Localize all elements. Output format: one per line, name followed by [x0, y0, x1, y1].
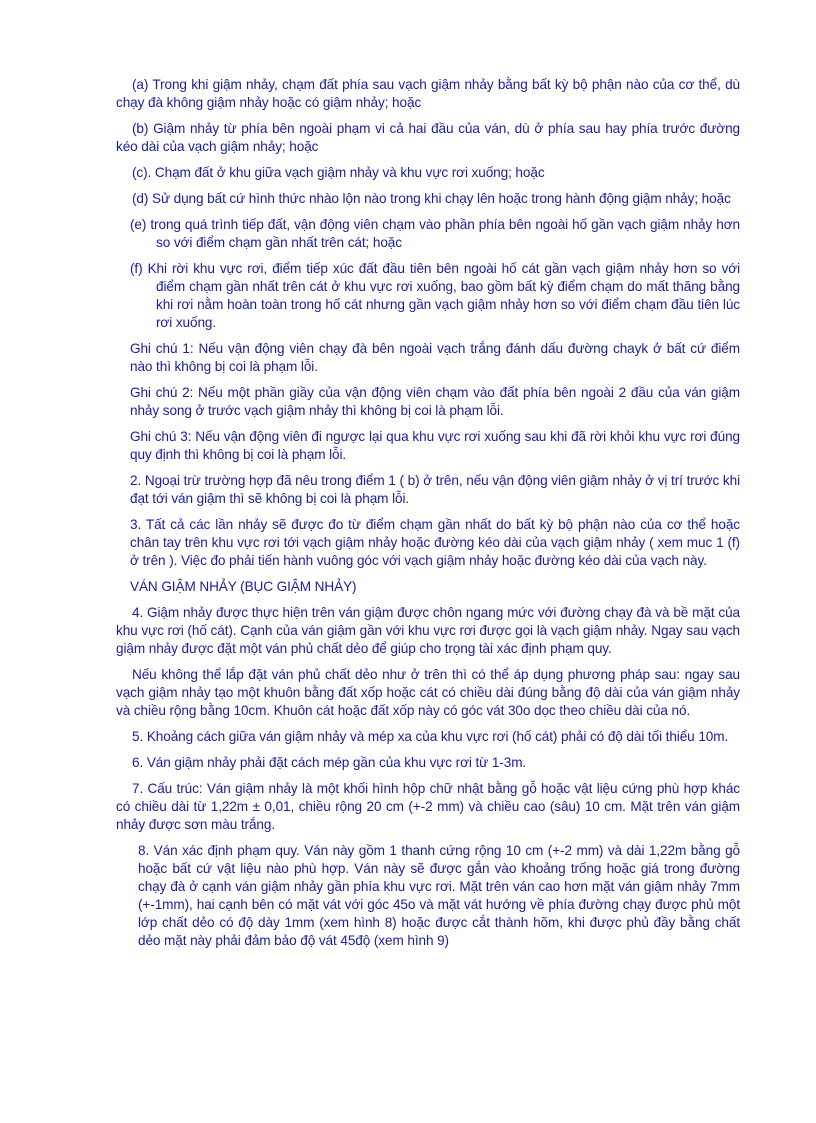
clause-a: (a) Trong khi giậm nhảy, chạm đất phía sau vạch giậm nhảy bằng bất kỳ bộ phận nào của cơ thể, dù chạy đà không giậm nhảy hoặc có giậm nhảy; hoặc — [116, 77, 740, 110]
document-body — [116, 76, 740, 958]
note-3: Ghi chú 3: Nếu vận động viên đi ngược lại qua khu vực rơi xuống sau khi đã rời khỏi khu vực rơi đúng quy định thì không bị coi là phạm lỗi. — [130, 429, 740, 462]
paragraph-7: 7. Cấu trúc: Ván giậm nhảy là một khối hình hộp chữ nhật bằng gỗ hoặc vật liệu cứng phù hợp khác có chiều dài từ 1,22m ± 0,01, chiều rộng 20 cm (+-2 mm) và chiều cao (sâu) 10 cm. Mặt trên ván giậm nhảy được sơn màu trắng. — [116, 781, 740, 832]
paragraph-3: 3. Tất cả các lần nhảy sẽ được đo từ điểm chạm gần nhất do bất kỳ bộ phận nào của cơ thể hoặc chân tay trên khu vực rơi tới vạch giậm nhảy hoặc đường kéo dài của vạch giậm nhảy ( xem muc 1 (f) ở trên ). Việc đo phải tiến hành vuông góc với vạch giậm nhảy hoặc đường kéo dài của vạch này. — [130, 517, 740, 568]
paragraph-6: 6. Ván giậm nhảy phải đặt cách mép gần của khu vực rơi từ 1-3m. — [132, 755, 527, 770]
clause-c: (c). Chạm đất ở khu giữa vạch giậm nhảy và khu vực rơi xuống; hoặc — [132, 165, 545, 180]
paragraph-4: 4. Giậm nhảy được thực hiện trên ván giậm được chôn ngang mức với đường chạy đà và bề mặt của khu vực rơi (hố cát). Cạnh của ván giậm gần với khu vực rơi được gọi là vạch giậm nhảy. Ngay sau vạch giậm nhảy được đặt một ván phủ chất dẻo để giúp cho trọng tài xác định phạm quy. — [116, 605, 740, 656]
section-heading: VÁN GIẬM NHẢY (BỤC GIẬM NHẢY) — [130, 579, 357, 594]
clause-b: (b) Giậm nhảy từ phía bên ngoài phạm vi cả hai đầu của ván, dù ở phía sau hay phía trước đường kéo dài của vạch giậm nhảy; hoặc — [116, 121, 740, 154]
paragraph-4b: Nếu không thể lắp đặt ván phủ chất dẻo như ở trên thì có thể áp dụng phương pháp sau: ngay sau vạch giậm nhảy tạo một khuôn bằng đất xốp hoặc cát có chiều dài đúng bằng độ dài của ván giậm nhảy và chiều rộng bằng 10cm. Khuôn cát hoặc đất xốp này có góc vát 30o dọc theo chiều dài của nó. — [116, 667, 740, 718]
paragraph-5: 5. Khoảng cách giữa ván giậm nhảy và mép xa của khu vực rơi (hố cát) phải có độ dài tối thiểu 10m. — [132, 729, 729, 744]
paragraph-2: 2. Ngoại trừ trường hợp đã nêu trong điểm 1 ( b) ở trên, nếu vận động viên giậm nhảy ở vị trí trước khi đạt tới ván giậm thì sẽ không bị coi là phạm lỗi. — [130, 473, 740, 506]
note-1: Ghi chú 1: Nếu vận động viên chạy đà bên ngoài vạch trắng đánh dấu đường chayk ở bất cứ điểm nào thì không bị coi là phạm lỗi. — [130, 341, 740, 374]
note-2: Ghi chú 2: Nếu một phần giầy của vận động viên chạm vào đất phía bên ngoài 2 đầu của ván giậm nhảy song ở trước vạch giậm nhảy thì không bị coi là phạm lỗi. — [130, 385, 740, 418]
paragraph-8: 8. Ván xác định phạm quy. Ván này gồm 1 thanh cứng rộng 10 cm (+-2 mm) và dài 1,22m bằng gỗ hoặc bất cứ vật liệu nào phù hợp. Ván này sẽ được gắn vào khoảng trống hoặc giá trong đường chạy đà ở cạnh ván giậm nhảy gần phía khu vực rơi. Mặt trên ván cao hơn mặt ván giậm nhảy 7mm (+-1mm), hai cạnh bên có mặt vát với góc 45o và mặt vát hướng về phía đường chạy được phủ một lớp chất dẻo có độ dày 1mm (xem hình 8) hoặc được cắt thành hõm, khi được phủ đầy bằng chất dẻo mặt này phải đảm bảo độ vát 45độ (xem hình 9) — [138, 843, 740, 948]
clause-d: (d) Sử dụng bất cứ hình thức nhào lộn nào trong khi chạy lên hoặc trong hành động giậm nhảy; hoặc — [132, 191, 731, 206]
clause-f: (f) Khi rời khu vực rơi, điểm tiếp xúc đất đầu tiên bên ngoài hố cát gần vạch giậm nhảy hơn so với điểm chạm gần nhất trên cát ở khu vực rơi xuống, bao gồm bất kỳ điểm chạm do mất thăng bằng khi rơi nằm hoàn toàn trong hố cát nhưng gần vạch giậm nhảy hơn so với điểm chạm đầu tiên lúc rơi xuống. — [130, 261, 740, 330]
clause-e: (e) trong quá trình tiếp đất, vận động viên chạm vào phần phía bên ngoài hố gần vạch giậm nhảy hơn so với điểm chạm gần nhất trên cát; hoặc — [130, 217, 740, 250]
